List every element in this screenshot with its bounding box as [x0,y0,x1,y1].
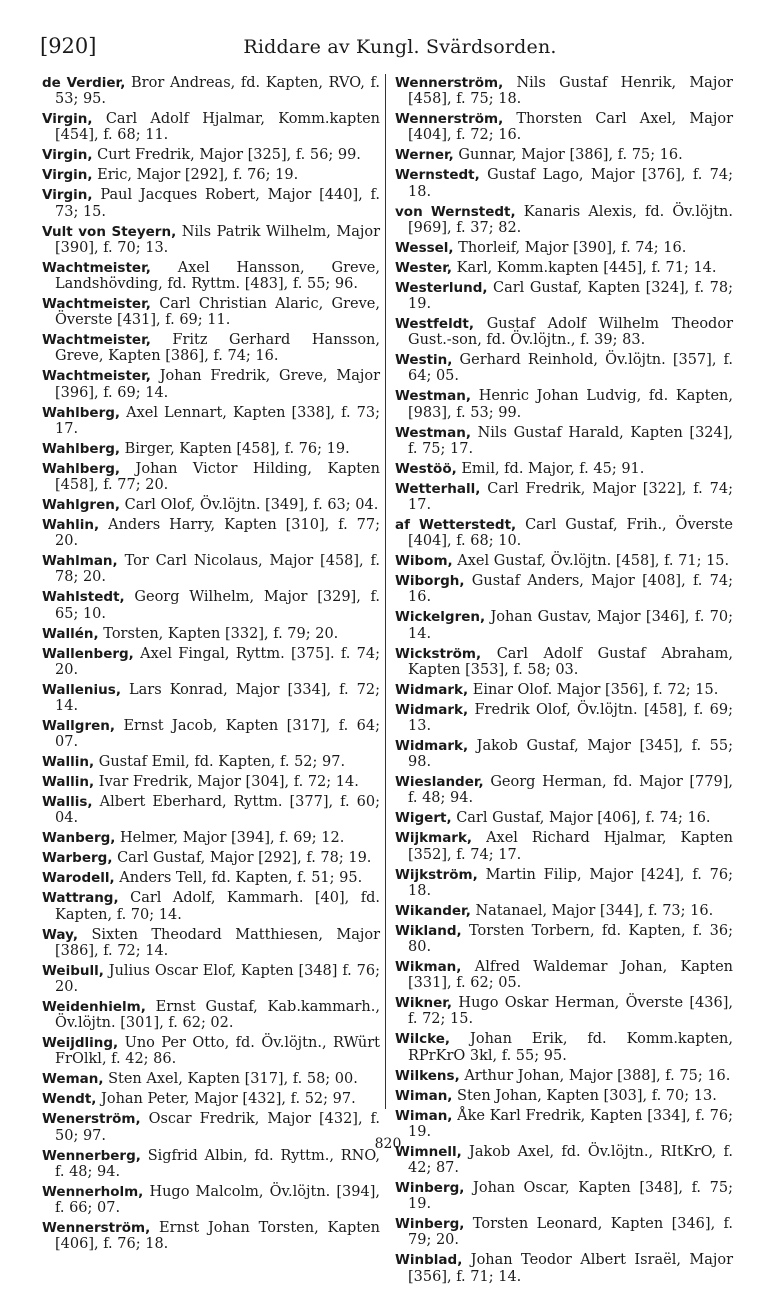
entry-details: Carl Adolf Gustaf Abraham, Kapten [353], f. 58; 03. [408,645,734,678]
entry-surname: de Verdier, [42,75,126,91]
entry-details: Sigfrid Albin, fd. Ryttm., RNO, f. 48; 94. [55,1147,381,1180]
entry-details: Arthur Johan, Major [388], f. 75; 16. [464,1067,731,1084]
entry-surname: Westöö, [395,460,457,477]
register-entry [42,1035,380,1067]
entry-surname: Wallenius, [42,681,121,698]
register-entry [42,260,380,292]
register-entry [42,774,380,790]
register-entry [42,517,380,549]
entry-surname: Wickelgren, [395,609,486,626]
entry-surname: Wenerström, [42,1111,141,1128]
entry-surname: Wahlberg, [42,404,121,421]
entry-surname: Virgin, [42,167,93,184]
page-number: [920] [40,34,97,58]
register-entry [42,224,380,256]
entry-details: Tor Carl Nicolaus, Major [458], f. 78; 20. [55,553,380,586]
register-entry [395,995,733,1027]
register-entry [42,794,380,826]
entry-details: Natanael, Major [344], f. 73; 16. [475,902,714,919]
entry-details: Axel Gustaf, Öv.löjtn. [458], f. 71; 15. [457,553,730,570]
entry-surname: Wattrang, [42,890,119,907]
register-entry [42,870,380,886]
entry-surname: Wallin, [42,754,95,771]
entry-surname: Wikland, [395,922,462,939]
entry-surname: af Wetterstedt, [395,517,517,534]
entry-details: Uno Per Otto, fd. Öv.löjtn., RWürt FrOlkl, f. 42; 86. [55,1035,380,1068]
entry-details: Sixten Theodard Matthiesen, Major [386], f. 72; 14. [55,926,381,959]
entry-surname: Wahlberg, [42,460,121,477]
running-title: Riddare av Kungl. Svärdsorden. [243,36,557,58]
entry-surname: Widmark, [395,738,469,755]
entry-surname: Wallis, [42,794,93,811]
register-entry [42,830,380,846]
entry-surname: Way, [42,926,78,943]
entry-details: Johan Peter, Major [432], f. 52; 97. [101,1091,356,1108]
register-entry [42,1184,380,1216]
entry-details: Axel Hansson, Greve, Landshövding, fd. Ryttm. [483], f. 55; 96. [55,259,380,293]
entry-details: Martin Filip, Major [424], f. 76; 18. [408,866,733,899]
entry-surname: Wennerström, [42,1220,151,1237]
register-entry [395,461,733,477]
entry-surname: Wallin, [42,774,95,791]
entry-surname: Wickström, [395,645,482,662]
entry-surname: Wachtmeister, [42,368,151,385]
register-entry [395,481,733,513]
entry-surname: Wallgren, [42,718,115,735]
entry-details: Gerhard Reinhold, Öv.löjtn. [357], f. 64; 05. [408,352,733,385]
entry-details: Fritz Gerhard Hansson, Greve, Kapten [386], f. 74; 16. [55,332,381,365]
register-entry [395,959,733,991]
entry-surname: Weibull, [42,962,104,979]
register-entry [42,497,380,513]
register-entry [42,927,380,959]
entry-surname: Winblad, [395,1252,463,1269]
entry-details: Johan Victor Hilding, Kapten [458], f. 77; 20. [55,460,380,494]
entry-surname: von Wernstedt, [395,203,516,220]
register-entry [42,167,380,183]
register-entry [42,1220,380,1252]
entry-details: Gustaf Adolf Wilhelm Theodor Gust.-son, fd. Öv.löjtn., f. 39; 83. [408,316,734,349]
entry-details: Ernst Jacob, Kapten [317], f. 64; 07. [55,718,380,751]
register-entry [42,405,380,437]
entry-surname: Wallenberg, [42,645,134,662]
entry-surname: Wanberg, [42,830,116,847]
entry-surname: Westman, [395,388,471,405]
entry-surname: Wikander, [395,902,471,919]
entry-surname: Wendt, [42,1091,97,1108]
entry-details: Ivar Fredrik, Major [304], f. 72; 14. [98,774,359,791]
register-entry [395,573,733,605]
entry-surname: Westerlund, [395,279,488,296]
entry-details: Johan Gustav, Major [346], f. 70; 14. [408,609,733,642]
entry-details: Sten Axel, Kapten [317], f. 58; 00. [108,1071,358,1088]
register-entry [395,923,733,955]
register-entry [395,260,733,276]
entry-details: Carl Olof, Öv.löjtn. [349], f. 63; 04. [124,497,379,514]
entry-surname: Warberg, [42,850,113,867]
entry-surname: Wimnell, [395,1143,462,1160]
entry-details: Gustaf Emil, fd. Kapten, f. 52; 97. [98,754,346,771]
entry-surname: Weijdling, [42,1035,119,1052]
entry-details: Thorleif, Major [390], f. 74; 16. [458,239,687,256]
register-entry [395,240,733,256]
register-entry [42,999,380,1031]
register-entry [395,388,733,420]
entry-surname: Wahlman, [42,553,118,570]
register-entry [395,1068,733,1084]
entry-surname: Weidenhielm, [42,999,146,1016]
entry-details: Johan Teodor Albert Israël, Major [356], f. 71; 14. [408,1252,734,1285]
entry-details: Anders Tell, fd. Kapten, f. 51; 95. [119,870,363,887]
entry-details: Kanaris Alexis, fd. Öv.löjtn. [969], f. 37; 82. [408,203,733,236]
entry-surname: Wilkens, [395,1067,460,1084]
entry-details: Carl Adolf, Kammarh. [40], fd. Kapten, f. 70; 14. [55,890,380,923]
register-entry [395,830,733,862]
register-entry [42,682,380,714]
entry-details: Oscar Fredrik, Major [432], f. 50; 97. [55,1111,380,1144]
entry-details: Nils Patrik Wilhelm, Major [390], f. 70; 13. [55,223,381,256]
register-entry [395,553,733,569]
entry-details: Georg Wilhelm, Major [329], f. 65; 10. [55,589,381,622]
entry-surname: Wibom, [395,553,453,570]
entry-details: Eric, Major [292], f. 76; 19. [97,167,299,184]
entry-details: Johan Oscar, Kapten [348], f. 75; 19. [408,1180,734,1213]
entry-surname: Weman, [42,1071,104,1088]
register-entry [42,1071,380,1087]
entry-surname: Wennerberg, [42,1147,141,1164]
footer-page-number: 820 [374,1136,402,1152]
entry-surname: Warodell, [42,870,115,887]
entry-surname: Widmark, [395,681,469,698]
register-entry [42,718,380,750]
register-entry [395,682,733,698]
entry-surname: Wachtmeister, [42,296,151,313]
entry-surname: Wahlstedt, [42,589,125,606]
register-entry [395,167,733,199]
register-entry [395,646,733,678]
entry-surname: Wahlin, [42,517,100,534]
entry-details: Jakob Gustaf, Major [345], f. 55; 98. [408,738,733,771]
register-entry [395,1216,733,1248]
register-entry [395,425,733,457]
entry-details: Axel Fingal, Ryttm. [375]. f. 74; 20. [55,645,380,678]
register-entry [395,1252,733,1284]
entry-surname: Wahlgren, [42,497,120,514]
entry-details: Carl Gustaf, Frih., Överste [404], f. 68; 10. [408,517,733,550]
register-entry [42,646,380,678]
entry-surname: Wieslander, [395,774,484,791]
entry-details: Lars Konrad, Major [334], f. 72; 14. [55,681,380,715]
register-entry [42,553,380,585]
register-entry [395,204,733,236]
entry-surname: Wernstedt, [395,167,480,184]
register-entry [395,738,733,770]
entry-details: Henric Johan Ludvig, fd. Kapten, [983], f. 53; 99. [408,388,734,421]
entry-surname: Wikman, [395,959,462,976]
entry-surname: Wessel, [395,239,454,256]
register-entry [395,352,733,384]
entry-surname: Wigert, [395,810,452,827]
register-entry [42,1148,380,1180]
entry-surname: Virgin, [42,187,93,204]
register-entry [395,111,733,143]
entry-surname: Virgin, [42,111,93,128]
entry-surname: Westin, [395,352,453,369]
entry-details: Nils Gustaf Harald, Kapten [324], f. 75; 17. [408,424,734,457]
register-entry [395,1031,733,1063]
register-entry [42,850,380,866]
entry-surname: Wijkmark, [395,830,473,847]
register-entry [395,517,733,549]
entry-surname: Wikner, [395,995,453,1012]
column-divider [385,74,386,1109]
entry-details: Sten Johan, Kapten [303], f. 70; 13. [457,1087,717,1104]
register-entry [42,187,380,219]
register-entry [42,754,380,770]
register-entry [395,1180,733,1212]
entry-details: Anders Harry, Kapten [310], f. 77; 20. [55,517,380,550]
entry-surname: Widmark, [395,701,469,718]
entry-details: Fredrik Olof, Öv.löjtn. [458], f. 69; 13. [408,701,733,735]
entry-surname: Wijkström, [395,866,478,883]
entry-details: Karl, Komm.kapten [445], f. 71; 14. [456,259,717,276]
register-entry [42,461,380,493]
entry-details: Ernst Gustaf, Kab.kammarh., Öv.löjtn. [301], f. 62; 02. [55,999,380,1032]
register-entry [42,1091,380,1107]
entry-details: Ernst Johan Torsten, Kapten [406], f. 76; 18. [55,1220,381,1253]
register-entry [395,75,733,107]
entry-details: Gustaf Anders, Major [408], f. 74; 16. [408,573,733,606]
register-entry [395,609,733,641]
register-entry [42,147,380,163]
entry-surname: Westfeldt, [395,316,474,333]
entry-details: Paul Jacques Robert, Major [440], f. 73; 15. [55,187,381,220]
entry-details: Hugo Oskar Herman, Överste [436], f. 72; 15. [408,995,733,1028]
entry-details: Georg Herman, fd. Major [779], f. 48; 94. [408,774,733,807]
entry-details: Torsten Leonard, Kapten [346], f. 79; 20. [408,1216,734,1249]
entry-details: Birger, Kapten [458], f. 76; 19. [124,440,350,457]
entry-details: Axel Lennart, Kapten [338], f. 73; 17. [55,404,381,437]
entry-details: Jakob Axel, fd. Öv.löjtn., RItKrO, f. 42; 87. [408,1143,734,1177]
register-entry [395,702,733,734]
entry-details: Nils Gustaf Henrik, Major [458], f. 75; 18. [408,75,733,108]
entry-surname: Wahlberg, [42,440,121,457]
register-entry [42,626,380,642]
register-entry [42,441,380,457]
register-entry [42,296,380,328]
entry-surname: Wiborgh, [395,573,465,590]
entry-surname: Wester, [395,259,453,276]
entry-surname: Wachtmeister, [42,259,151,276]
register-entry [42,963,380,995]
entry-details: Axel Richard Hjalmar, Kapten [352], f. 74; 17. [408,830,734,863]
entry-surname: Virgin, [42,147,93,164]
entry-surname: Wiman, [395,1087,453,1104]
register-entry [395,810,733,826]
entry-details: Thorsten Carl Axel, Major [404], f. 72; 16. [408,111,733,144]
register-entry [395,316,733,348]
entry-surname: Wetterhall, [395,480,481,497]
register-entry [42,890,380,922]
register-entry [42,75,380,107]
left-column [42,75,380,1256]
entry-details: Johan Erik, fd. Komm.kapten, RPrKrO 3kl, f. 55; 95. [408,1031,733,1064]
entry-details: Torsten, Kapten [332], f. 79; 20. [103,625,339,642]
entry-surname: Wennerholm, [42,1183,144,1200]
entry-surname: Wachtmeister, [42,332,151,349]
entry-details: Carl Fredrik, Major [322], f. 74; 17. [408,480,733,514]
entry-details: Torsten Torbern, fd. Kapten, f. 36; 80. [408,922,733,956]
right-column [395,75,733,1289]
entry-details: Johan Fredrik, Greve, Major [396], f. 69; 14. [55,368,381,401]
entry-surname: Winberg, [395,1216,465,1233]
entry-surname: Wilcke, [395,1031,451,1048]
register-entry [42,368,380,400]
entry-details: Einar Olof. Major [356], f. 72; 15. [472,681,719,698]
entry-details: Carl Gustaf, Major [406], f. 74; 16. [456,810,711,827]
register-entry [42,111,380,143]
entry-details: Carl Gustaf, Major [292], f. 78; 19. [117,850,372,867]
register-entry [395,774,733,806]
entry-details: Carl Gustaf, Kapten [324], f. 78; 19. [408,279,733,313]
entry-surname: Wennerström, [395,111,504,128]
entry-details: Curt Fredrik, Major [325], f. 56; 99. [97,147,361,164]
entry-details: Alfred Waldemar Johan, Kapten [331], f. 62; 05. [408,959,733,992]
register-entry [395,280,733,312]
entry-details: Carl Christian Alaric, Greve, Överste [431], f. 69; 11. [55,296,380,329]
register-entry [395,867,733,899]
entry-details: Albert Eberhard, Ryttm. [377], f. 60; 04. [55,794,380,827]
entry-details: Bror Andreas, fd. Kapten, RVO, f. 53; 95. [55,75,380,108]
entry-details: Gunnar, Major [386], f. 75; 16. [458,147,683,164]
entry-details: Carl Adolf Hjalmar, Komm.kapten [454], f. 68; 11. [55,111,380,144]
entry-details: Gustaf Lago, Major [376], f. 74; 18. [408,167,734,200]
register-entry [42,332,380,364]
entry-surname: Wennerström, [395,75,504,91]
entry-details: Emil, fd. Major, f. 45; 91. [461,460,645,477]
entry-surname: Werner, [395,147,454,164]
entry-surname: Wallén, [42,625,99,642]
register-entry [395,147,733,163]
entry-details: Åke Karl Fredrik, Kapten [334], f. 76; 19. [408,1107,734,1140]
register-entry [395,1088,733,1104]
entry-details: Hugo Malcolm, Öv.löjtn. [394], f. 66; 07. [55,1183,380,1217]
page-header [40,34,760,64]
entry-surname: Wiman, [395,1107,453,1124]
register-entry [395,903,733,919]
entry-details: Helmer, Major [394], f. 69; 12. [120,830,345,847]
entry-surname: Winberg, [395,1180,465,1197]
entry-surname: Westman, [395,424,471,441]
entry-surname: Vult von Steyern, [42,223,177,240]
entry-details: Julius Oscar Elof, Kapten [348] f. 76; 20. [55,962,380,996]
register-entry [42,589,380,621]
